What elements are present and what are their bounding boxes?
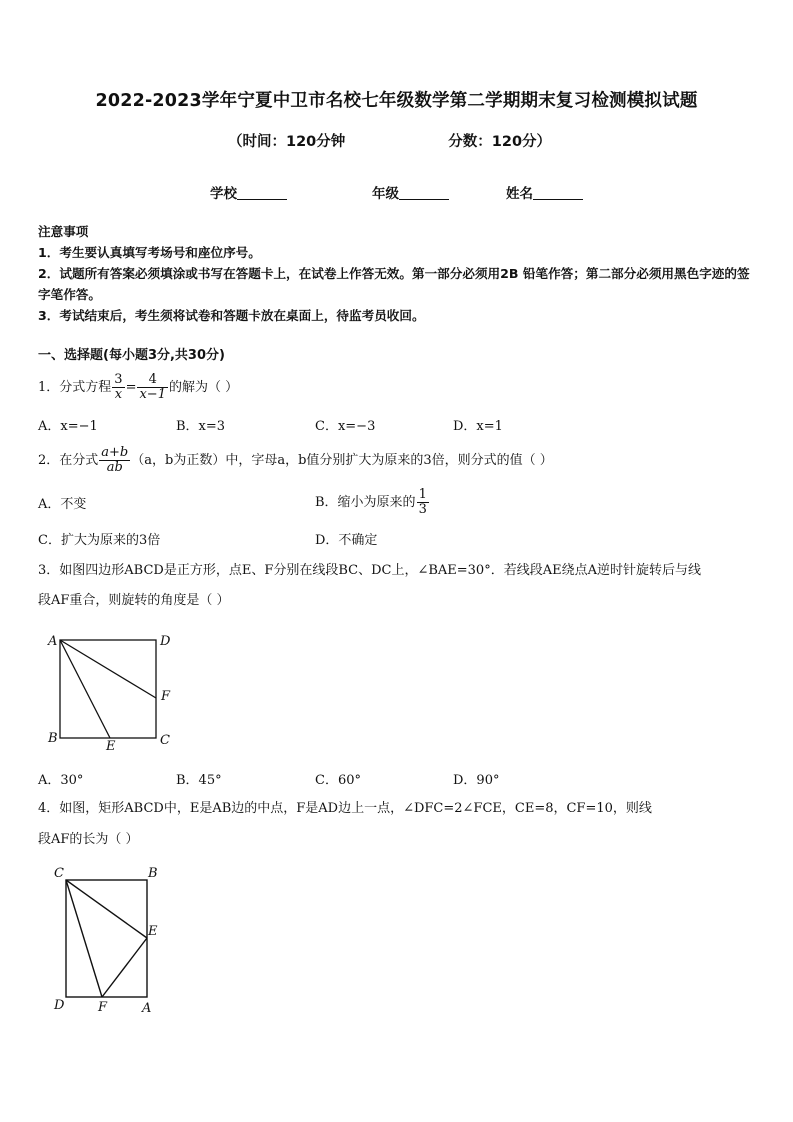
- notice-item-3: 3．考试结束后，考生须将试卷和答题卡放在桌面上，待监考员收回。: [38, 308, 425, 323]
- grade-blank[interactable]: [399, 185, 449, 200]
- name-label: 姓名: [506, 186, 533, 202]
- section-heading: 一、选择题(每小题3分,共30分): [38, 348, 225, 363]
- q2-option-b-text: B．缩小为原来的: [315, 495, 416, 510]
- q2-option-d[interactable]: D．不确定: [315, 533, 378, 548]
- exam-title: 2022-2023学年宁夏中卫市名校七年级数学第二学期期末复习检测模拟试题: [95, 91, 698, 111]
- name-blank[interactable]: [533, 185, 583, 200]
- q2-frac-denominator: ab: [106, 460, 123, 475]
- notice-block: [38, 221, 760, 326]
- q2-frac-numerator: a+b: [101, 445, 129, 461]
- q1-option-d[interactable]: D．x=1: [453, 419, 503, 434]
- q3-option-b[interactable]: B．45°: [176, 773, 222, 788]
- notice-heading: 注意事项: [38, 224, 89, 239]
- q1-prefix: 1．分式方程: [38, 380, 112, 395]
- q3-line-2: 段AF重合，则旋转的角度是（ ）: [38, 593, 230, 608]
- q3-square-figure: [40, 628, 180, 753]
- q3-label-c: C: [160, 733, 170, 748]
- q4-label-b: B: [148, 866, 158, 881]
- q2-option-b-numerator: 1: [418, 487, 427, 503]
- exam-time: （时间：120分钟: [228, 134, 346, 150]
- q1-frac1-numerator: 3: [114, 372, 123, 388]
- exam-subtitle: [228, 130, 551, 151]
- q4-label-a: A: [142, 1001, 152, 1016]
- q2-option-a[interactable]: A．不变: [38, 497, 87, 512]
- question-1: [38, 368, 238, 408]
- q2-option-b-denominator: 3: [418, 502, 427, 517]
- q4-line-1: 4．如图，矩形ABCD中，E是AB边的中点，F是AD边上一点，∠DFC=2∠FCE，CE=8，CF=10，则线: [38, 801, 652, 816]
- q4-rectangle: [66, 880, 147, 997]
- school-label: 学校: [210, 186, 237, 202]
- q1-frac2-numerator: 4: [137, 373, 168, 388]
- school-field[interactable]: [210, 182, 287, 202]
- grade-label: 年级: [372, 186, 399, 202]
- q2-prefix: 2．在分式: [38, 453, 99, 468]
- question-2: [38, 441, 553, 481]
- q3-label-b: B: [48, 731, 58, 746]
- q4-rectangle-figure: [48, 860, 168, 1020]
- q1-option-b[interactable]: B．x=3: [176, 419, 226, 434]
- q2-fraction: [99, 446, 130, 474]
- q1-equals: =: [125, 380, 137, 395]
- q3-line-1: 3．如图四边形ABCD是正方形，点E、F分别在线段BC、DC上，∠BAE=30°．若线段AE绕点A逆时针旋转后与线: [38, 563, 701, 578]
- q1-suffix: 的解为（ ）: [168, 380, 239, 395]
- q4-label-c: C: [54, 866, 64, 881]
- q1-frac1-denominator: x: [114, 387, 123, 402]
- q3-label-e: E: [106, 739, 116, 753]
- q3-option-a[interactable]: A．30°: [38, 773, 84, 788]
- q2-option-c[interactable]: C．扩大为原来的3倍: [38, 533, 161, 548]
- exam-score: 分数：120分）: [448, 134, 552, 150]
- q4-line-2: 段AF的长为（ ）: [38, 832, 139, 847]
- school-blank[interactable]: [237, 185, 287, 200]
- q4-label-f: F: [98, 1000, 108, 1015]
- q3-option-d[interactable]: D．90°: [453, 773, 500, 788]
- q3-option-c[interactable]: C．60°: [315, 773, 361, 788]
- name-field[interactable]: [506, 182, 583, 202]
- q3-label-f: F: [161, 689, 171, 704]
- notice-item-1: 1．考生要认真填写考场号和座位序号。: [38, 245, 261, 260]
- grade-field[interactable]: [372, 182, 449, 202]
- q4-segment-cf: [66, 880, 102, 997]
- q1-option-a[interactable]: A．x=−1: [38, 419, 98, 434]
- q2-suffix: （a，b为正数）中，字母a，b值分别扩大为原来的3倍，则分式的值（ ）: [131, 453, 553, 468]
- q4-label-d: D: [54, 998, 65, 1013]
- q4-segment-fe: [102, 938, 147, 997]
- q1-fraction-1: [112, 373, 124, 401]
- q4-label-e: E: [148, 924, 158, 939]
- q1-option-c[interactable]: C．x=−3: [315, 419, 376, 434]
- q2-option-b-fraction: [417, 488, 429, 516]
- q1-fraction-2: [137, 373, 168, 401]
- q2-option-b[interactable]: [315, 483, 430, 523]
- notice-item-2: 2．试题所有答案必须填涂或书写在答题卡上，在试卷上作答无效。第一部分必须用2B 铅笔作答；第二部分必须用黑色字迹的签字笔作答。: [38, 266, 750, 302]
- q3-label-d: D: [160, 634, 171, 649]
- q3-label-a: A: [48, 634, 58, 649]
- q4-segment-ce: [66, 880, 147, 938]
- q1-frac2-denominator: x−1: [139, 387, 166, 402]
